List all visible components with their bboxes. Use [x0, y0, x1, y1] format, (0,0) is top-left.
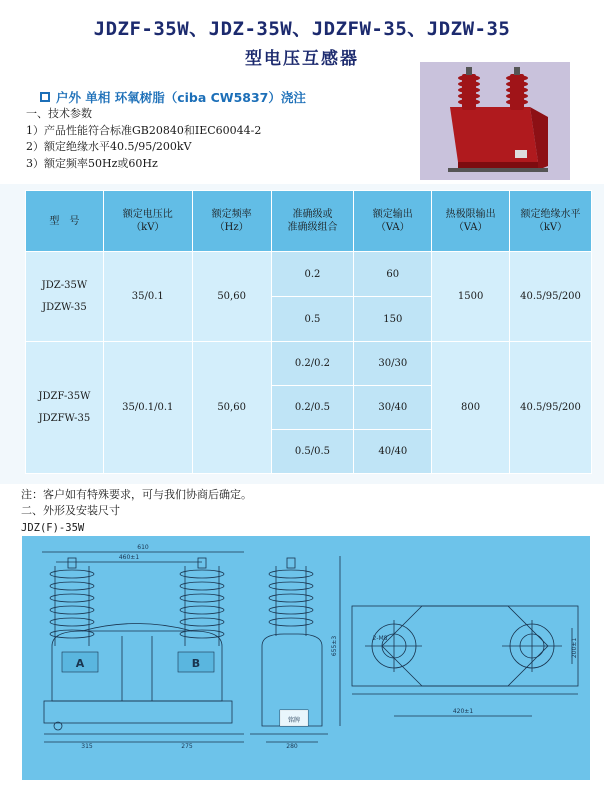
square-bullet-icon — [40, 92, 50, 102]
nameplate-label: 铭牌 — [287, 717, 301, 724]
table-note: 注：客户如有特殊要求，可与我们协商后确定。 — [21, 488, 252, 501]
section-heading — [40, 88, 306, 106]
section2-title: 二、外形及安装尺寸 — [21, 504, 120, 517]
tech-params-title: 一、技术参数 — [26, 107, 92, 120]
cell-output: 30/30 — [354, 342, 432, 386]
header-output: 额定输出 （VA） — [354, 191, 432, 252]
cell-output: 40/40 — [354, 430, 432, 474]
spec-table — [25, 190, 592, 474]
dim-610: 610 — [137, 544, 149, 551]
header-model: 型 号 — [26, 191, 104, 252]
cell-accuracy: 0.2/0.5 — [271, 386, 354, 430]
cell-accuracy: 0.5 — [271, 297, 354, 342]
cell-accuracy: 0.2 — [271, 252, 354, 297]
cell-insulation: 40.5/95/200 — [510, 342, 592, 474]
dimension-drawing — [22, 536, 590, 780]
dim-315: 315 — [81, 743, 93, 750]
cell-voltage-ratio: 35/0.1 — [103, 252, 192, 342]
tech-params — [26, 106, 261, 172]
table-row — [26, 342, 592, 386]
cell-thermal: 800 — [432, 342, 510, 474]
terminal-a-label: A — [75, 657, 85, 670]
dim-200: 200±1 — [571, 637, 578, 659]
cell-models: JDZ-35W JDZW-35 — [26, 252, 104, 342]
header-insulation: 额定绝缘水平 （kV） — [510, 191, 592, 252]
dim-280: 280 — [286, 743, 298, 750]
header-voltage-ratio: 额定电压比 （kV） — [103, 191, 192, 252]
cell-output: 60 — [354, 252, 432, 297]
cell-frequency: 50,60 — [192, 252, 271, 342]
dim-460: 460±1 — [118, 554, 140, 561]
spec-table-area — [0, 184, 604, 484]
product-title: JDZF-35W、JDZ-35W、JDZFW-35、JDZW-35 — [93, 18, 511, 40]
dim-275: 275 — [181, 743, 193, 750]
cell-accuracy: 0.5/0.5 — [271, 430, 354, 474]
cell-output: 150 — [354, 297, 432, 342]
tech-item: 2）额定绝缘水平40.5/95/200kV — [26, 140, 192, 153]
header-thermal: 热极限输出 （VA） — [432, 191, 510, 252]
cell-thermal: 1500 — [432, 252, 510, 342]
product-photo — [420, 62, 570, 180]
drawing-model-label: JDZ(F)-35W — [21, 522, 85, 534]
transformer-image — [420, 62, 570, 180]
tech-item: 1）产品性能符合标准GB20840和IEC60044-2 — [26, 123, 262, 137]
section-heading-text: 户外 单相 环氧树脂（ciba CW5837）浇注 — [56, 90, 306, 105]
dim-height: 655±3 — [331, 635, 338, 657]
cell-output: 30/40 — [354, 386, 432, 430]
tech-item: 3）额定频率50Hz或60Hz — [26, 156, 158, 170]
cell-voltage-ratio: 35/0.1/0.1 — [103, 342, 192, 474]
dim-holes: 2-M8 — [372, 635, 388, 642]
cell-models: JDZF-35W JDZFW-35 — [26, 342, 104, 474]
terminal-b-label: B — [191, 657, 201, 670]
dim-420: 420±1 — [452, 708, 474, 715]
cell-accuracy: 0.2/0.2 — [271, 342, 354, 386]
product-subtitle: 型电压互感器 — [245, 49, 359, 69]
cell-frequency: 50,60 — [192, 342, 271, 474]
header-accuracy: 准确级或 准确级组合 — [271, 191, 354, 252]
cell-insulation: 40.5/95/200 — [510, 252, 592, 342]
header-frequency: 额定频率 （Hz） — [192, 191, 271, 252]
outline-drawing — [22, 536, 590, 780]
table-row — [26, 252, 592, 297]
